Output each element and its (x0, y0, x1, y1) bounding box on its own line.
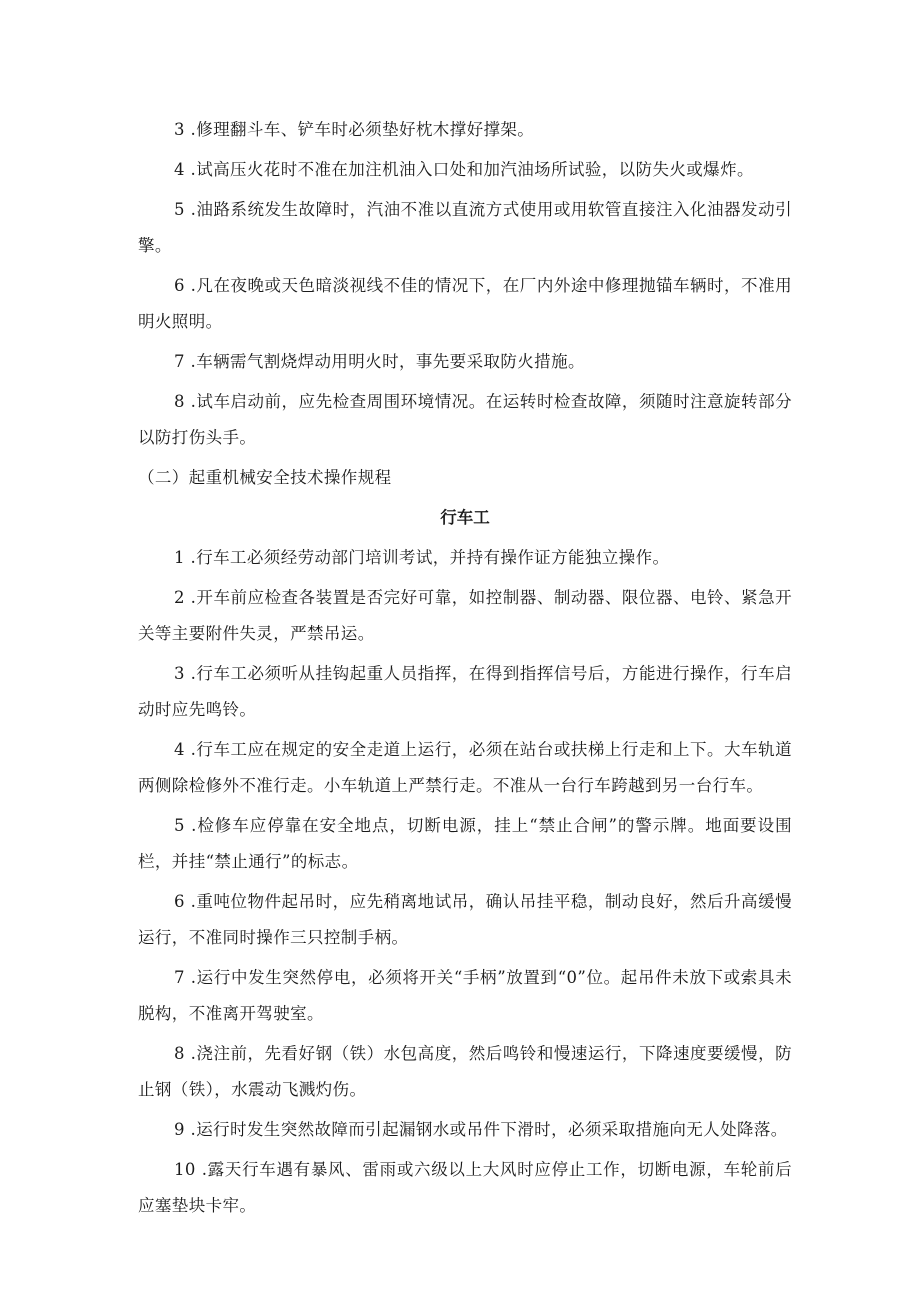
list-item: 8 .试车启动前，应先检查周围环境情况。在运转时检查故障，须随时注意旋转部分以防打伤头手。 (138, 392, 792, 447)
sub-title: 行车工 (440, 508, 490, 527)
list-item: 9 .运行时发生突然故障而引起漏钢水或吊件下滑时，必须采取措施向无人处降落。 (174, 1120, 788, 1139)
list-item: 4 .行车工应在规定的安全走道上运行，必须在站台或扶梯上行走和上下。大车轨道两侧除检修外不准行走。小车轨道上严禁行走。不准从一台行车跨越到另一台行车。 (138, 740, 792, 795)
list-item: 5 .油路系统发生故障时，汽油不准以直流方式使用或用软管直接注入化油器发动引擎。 (138, 200, 792, 255)
list-item: 2 .开车前应检查各装置是否完好可靠，如控制器、制动器、限位器、电铃、紧急开关等主要附件失灵，严禁吊运。 (138, 588, 792, 643)
list-item: 5 .检修车应停靠在安全地点，切断电源，挂上“禁止合闸”的警示牌。地面要设围栏，并挂“禁止通行”的标志。 (138, 816, 792, 871)
list-item: 3 .修理翻斗车、铲车时必须垫好枕木撑好撑架。 (174, 120, 535, 139)
list-item: 7 .车辆需气割烧焊动用明火时，事先要采取防火措施。 (174, 352, 585, 371)
list-item: 3 .行车工必须听从挂钩起重人员指挥，在得到指挥信号后，方能进行操作，行车启动时应先鸣铃。 (138, 664, 792, 719)
list-item: 7 .运行中发生突然停电，必须将开关“手柄”放置到“0”位。起吊件未放下或索具未脱构，不准离开驾驶室。 (138, 968, 792, 1023)
list-item: 4 .试高压火花时不准在加注机油入口处和加汽油场所试验，以防失火或爆炸。 (174, 160, 754, 179)
section-heading: （二）起重机械安全技术操作规程 (138, 468, 392, 487)
list-item: 6 .凡在夜晚或天色暗淡视线不佳的情况下，在厂内外途中修理抛锚车辆时，不准用明火照明。 (138, 276, 792, 331)
list-item: 10 .露天行车遇有暴风、雷雨或六级以上大风时应停止工作，切断电源，车轮前后应塞垫块卡牢。 (138, 1160, 792, 1215)
list-item: 1 .行车工必须经劳动部门培训考试，并持有操作证方能独立操作。 (174, 548, 670, 567)
list-item: 6 .重吨位物件起吊时，应先稍离地试吊，确认吊挂平稳，制动良好，然后升高缓慢运行，不准同时操作三只控制手柄。 (138, 892, 792, 947)
list-item: 8 .浇注前，先看好钢（铁）水包高度，然后鸣铃和慢速运行，下降速度要缓慢，防止钢（铁），水震动飞溅灼伤。 (138, 1044, 792, 1099)
